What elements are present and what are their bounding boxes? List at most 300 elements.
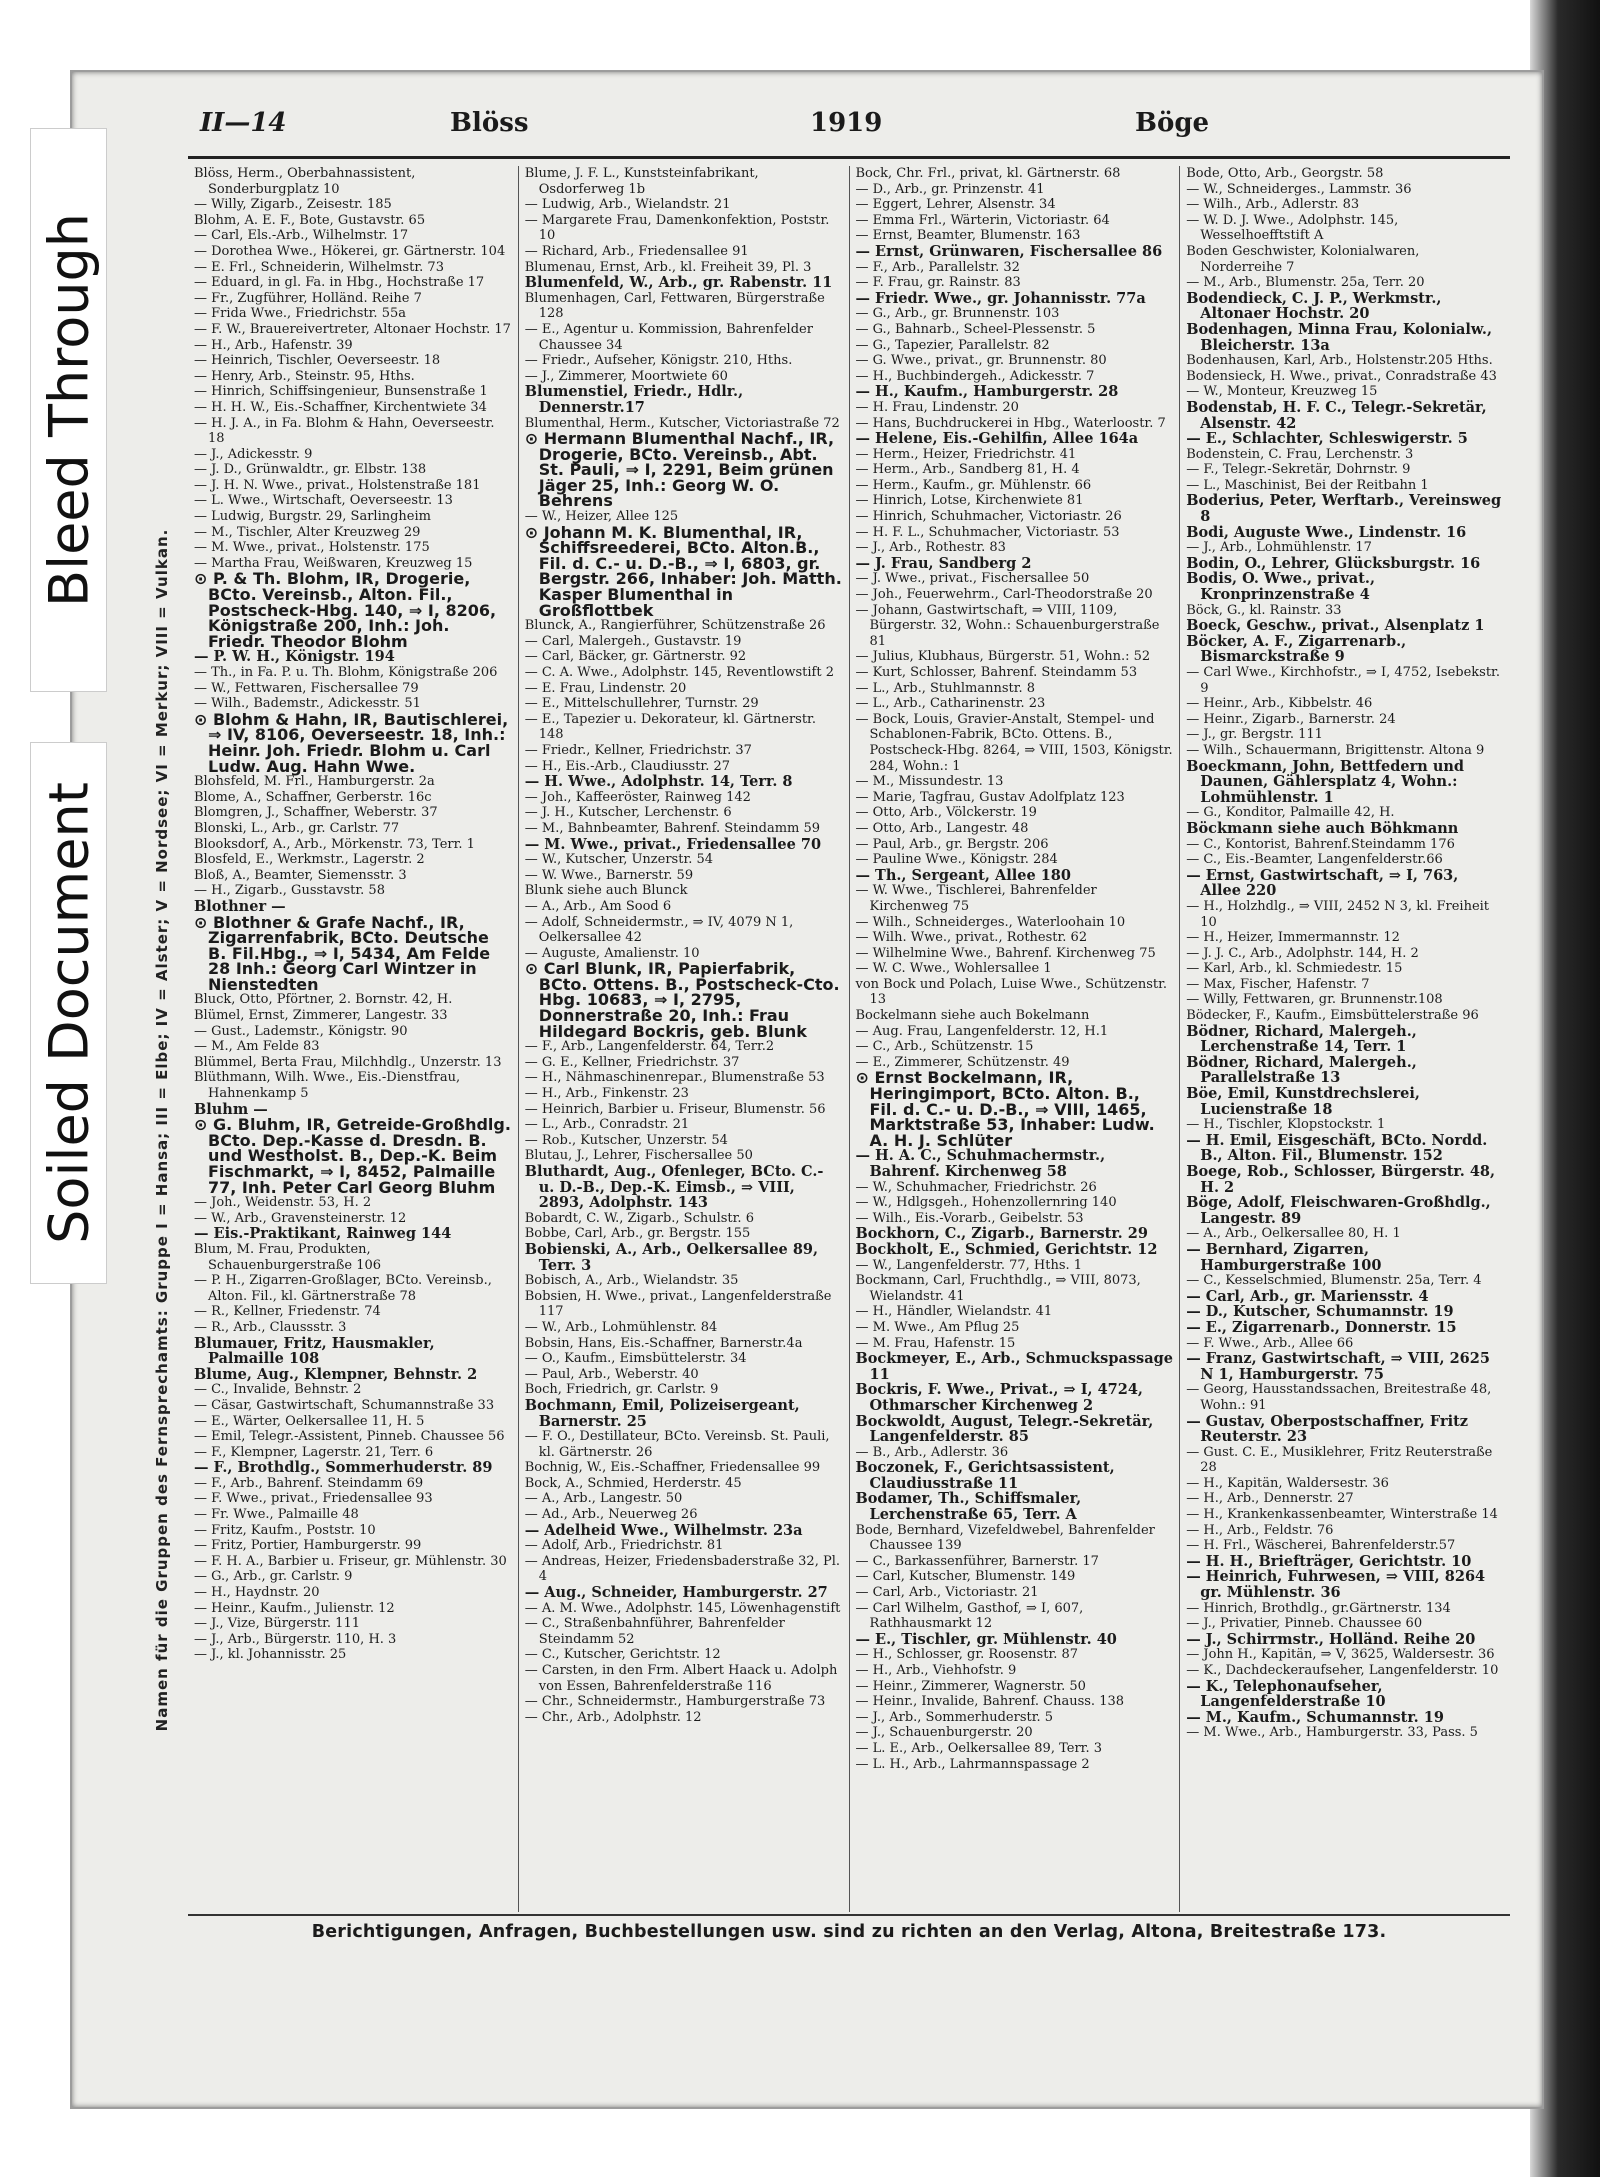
directory-entry: — W. Wwe., Tischlerei, Bahrenfelder Kirchenweg 75 xyxy=(855,883,1097,914)
directory-entry: Böcker, A. F., Zigarrenarb., Bismarckstraße 9 xyxy=(1186,632,1407,666)
directory-entry: — W., Kutscher, Unzerstr. 54 xyxy=(524,852,714,868)
directory-entry: — H., Arb., Feldstr. 76 xyxy=(1186,1522,1334,1538)
directory-entry: Bödner, Richard, Malergeh., Lerchenstraße 14, Terr. 1 xyxy=(1186,1022,1417,1056)
directory-entry: — J., kl. Johannisstr. 25 xyxy=(194,1647,347,1663)
directory-entry: Bodin, O., Lehrer, Glücksburgstr. 16 xyxy=(1186,554,1481,572)
directory-entry: — J. Frau, Sandberg 2 xyxy=(855,554,1032,572)
directory-entry: — E. Frl., Schneiderin, Wilhelmstr. 73 xyxy=(194,259,444,275)
directory-entry: — W., Monteur, Kreuzweg 15 xyxy=(1186,384,1378,400)
directory-entry: — E., Tapezier u. Dekorateur, kl. Gärtnerstr. 148 xyxy=(524,711,816,743)
directory-entry: — Ludwig, Burgstr. 29, Sarlingheim xyxy=(194,509,431,525)
directory-entry: — J. H. N. Wwe., privat., Holstenstraße 181 xyxy=(194,477,481,493)
directory-entry: — H. Wwe., Adolphstr. 14, Terr. 8 xyxy=(524,773,793,791)
directory-entry: — H. A. C., Schuhmachermstr., Bahrenf. Kirchenweg 58 xyxy=(855,1147,1106,1180)
directory-entry: — Hans, Buchdruckerei in Hbg., Waterloostr. 7 xyxy=(855,415,1166,431)
directory-entry: — W., Schuhmacher, Friedrichstr. 26 xyxy=(855,1179,1097,1195)
directory-entry: — J., gr. Bergstr. 111 xyxy=(1186,727,1323,743)
directory-entry: — G., Arb., gr. Brunnenstr. 103 xyxy=(855,306,1060,322)
directory-entry: — Carl Wilhelm, Gasthof, ⇒ I, 607, Rathhausmarkt 12 xyxy=(855,1600,1084,1632)
directory-entry: — F., Arb., Langenfelderstr. 64, Terr.2 xyxy=(524,1039,775,1055)
directory-entry: — Otto, Arb., Völckerstr. 19 xyxy=(855,805,1037,821)
directory-entry: — Fr., Zugführer, Holländ. Reihe 7 xyxy=(194,290,422,306)
directory-entry: — Friedr., Aufseher, Königstr. 210, Hths. xyxy=(524,353,793,369)
directory-entry: — Andreas, Heizer, Friedensbaderstraße 32, Pl. 4 xyxy=(524,1553,840,1585)
directory-entry: Blosfeld, E., Werkmstr., Lagerstr. 2 xyxy=(194,852,425,868)
directory-entry: — F. Wwe., privat., Friedensallee 93 xyxy=(194,1491,433,1507)
directory-entry: — J. J. C., Arb., Adolphstr. 144, H. 2 xyxy=(1186,945,1419,961)
directory-entry: Bodis, O. Wwe., privat., Kronprinzenstraße 4 xyxy=(1186,570,1375,604)
directory-entry: — Franz, Gastwirtschaft, ⇒ VIII, 2625 N 1, Hamburgerstr. 75 xyxy=(1186,1350,1490,1383)
directory-entry: — Heinr., Kaufm., Julienstr. 12 xyxy=(194,1600,395,1616)
directory-entry: — H. F. L., Schuhmacher, Victoriastr. 53 xyxy=(855,524,1120,540)
directory-entry: — F. H. A., Barbier u. Friseur, gr. Mühlenstr. 30 xyxy=(194,1553,507,1569)
directory-entry: — Helene, Eis.-Gehilfin, Allee 164a xyxy=(855,430,1139,448)
directory-entry: Bock, A., Schmied, Herderstr. 45 xyxy=(524,1475,742,1491)
directory-entry: Bluthardt, Aug., Ofenleger, BCto. C.- u. D.-B., Dep.-K. Eimsb., ⇒ VIII, 2893, Adolphstr. 143 xyxy=(524,1163,824,1212)
directory-entry: Bobsin, Hans, Eis.-Schaffner, Barnerstr.4a xyxy=(524,1335,803,1351)
directory-entry: Boeckmann, John, Bettfedern und Daunen, Gählersplatz 4, Wohn.: Lohmühlenstr. 1 xyxy=(1186,757,1465,806)
directory-entry: — C., Arb., Schützenstr. 15 xyxy=(855,1039,1034,1055)
directory-entry: — Herm., Kaufm., gr. Mühlenstr. 66 xyxy=(855,477,1092,493)
directory-entry: — Karl, Arb., kl. Schmiedestr. 15 xyxy=(1186,961,1403,977)
directory-entry: — K., Dachdeckeraufseher, Langenfelderstr. 10 xyxy=(1186,1663,1499,1678)
directory-entry: — Friedr. Wwe., gr. Johannisstr. 77a xyxy=(855,289,1146,307)
directory-entry: — Wilh., Arb., Adlerstr. 83 xyxy=(1186,197,1360,213)
directory-entry: — H., Heizer, Immermannstr. 12 xyxy=(1186,930,1400,946)
directory-entry: — H. Frl., Wäscherei, Bahrenfelderstr.57 xyxy=(1186,1538,1456,1554)
directory-entry: Blüthmann, Wilh. Wwe., Eis.-Dienstfrau, Hahnenkamp 5 xyxy=(194,1070,461,1102)
directory-entry: — H. Frau, Lindenstr. 20 xyxy=(855,399,1019,415)
directory-entry: — D., Kutscher, Schumannstr. 19 xyxy=(1186,1303,1454,1321)
directory-entry: — D., Arb., gr. Prinzenstr. 41 xyxy=(855,181,1045,197)
directory-entry: — Friedr., Kellner, Friedrichstr. 37 xyxy=(524,742,752,758)
directory-columns xyxy=(188,166,1510,1912)
directory-entry: — Herm., Heizer, Friedrichstr. 41 xyxy=(855,446,1077,462)
directory-entry: Bockwoldt, August, Telegr.-Sekretär, Langenfelderstr. 85 xyxy=(855,1412,1154,1446)
directory-entry: — J. H., Kutscher, Lerchenstr. 6 xyxy=(524,805,732,821)
directory-entry: — Chr., Schneidermstr., Hamburgerstraße 73 xyxy=(524,1694,826,1710)
directory-entry: — H., Holzhdlg., ⇒ VIII, 2452 N 3, kl. Freiheit 10 xyxy=(1186,898,1490,930)
directory-entry: — J. Wwe., privat., Fischersallee 50 xyxy=(855,571,1090,587)
directory-entry: Blooksdorf, A., Arb., Mörkenstr. 73, Terr. 1 xyxy=(194,836,475,852)
directory-entry: Bobsien, H. Wwe., privat., Langenfelderstraße 117 xyxy=(524,1288,832,1320)
directory-entry: — G., Bahnarb., Scheel-Plessenstr. 5 xyxy=(855,321,1096,337)
directory-entry: Bödner, Richard, Malergeh., Parallelstraße 13 xyxy=(1186,1053,1417,1087)
directory-entry: Boderius, Peter, Werftarb., Vereinsweg 8 xyxy=(1186,492,1502,526)
directory-entry: Blunk siehe auch Blunck xyxy=(524,883,688,899)
directory-entry: — F., Arb., Bahrenf. Steindamm 69 xyxy=(194,1475,424,1491)
directory-entry: — H., Arb., Hafenstr. 39 xyxy=(194,337,353,353)
directory-entry: Blümel, Ernst, Zimmerer, Langestr. 33 xyxy=(194,1008,448,1024)
column-1 xyxy=(188,166,518,1912)
directory-entry: — Hinrich, Lotse, Kirchenwiete 81 xyxy=(855,493,1084,509)
directory-entry: — A., Arb., Langestr. 50 xyxy=(524,1491,683,1507)
directory-entry: — Carl, Malergeh., Gustavstr. 19 xyxy=(524,633,742,649)
directory-entry: — M. Wwe., Arb., Hamburgerstr. 33, Pass. 5 xyxy=(1186,1725,1478,1741)
directory-entry: — Richard, Arb., Friedensallee 91 xyxy=(524,243,749,259)
directory-entry: — E., Tischler, gr. Mühlenstr. 40 xyxy=(855,1630,1117,1648)
directory-entry: — H., Buchbindergeh., Adickesstr. 7 xyxy=(855,368,1095,384)
directory-entry: — M. Wwe., privat., Holstenstr. 175 xyxy=(194,540,430,556)
directory-entry: — J., Arb., Sommerhuderstr. 5 xyxy=(855,1709,1054,1725)
bleed-through-tag xyxy=(30,128,107,692)
directory-entry: Blohm, A. E. F., Bote, Gustavstr. 65 xyxy=(194,212,426,228)
directory-entry: — H., Krankenkassenbeamter, Winterstraße 14 xyxy=(1186,1507,1498,1523)
header-year: 1919 xyxy=(810,108,883,138)
directory-entry: — W., Langenfelderstr. 77, Hths. 1 xyxy=(855,1257,1083,1273)
directory-entry: Böge, Adolf, Fleischwaren-Großhdlg., Langestr. 89 xyxy=(1186,1194,1491,1227)
directory-entry: — H., Nähmaschinenrepar., Blumenstraße 53 xyxy=(524,1070,825,1086)
directory-entry: — Gustav, Oberpostschaffner, Fritz Reuterstr. 23 xyxy=(1186,1412,1469,1446)
directory-entry: — Cäsar, Gastwirtschaft, Schumannstraße 33 xyxy=(194,1397,495,1413)
directory-entry: — Emil, Telegr.-Assistent, Pinneb. Chaussee 56 xyxy=(194,1429,505,1445)
directory-entry: Bode, Otto, Arb., Georgstr. 58 xyxy=(1186,166,1384,181)
directory-entry: — H., Kapitän, Waldersestr. 36 xyxy=(1186,1475,1389,1491)
directory-entry: — Joh., Kaffeeröster, Rainweg 142 xyxy=(524,789,751,805)
directory-entry: — W. Wwe., Barnerstr. 59 xyxy=(524,867,694,883)
directory-entry: — H., Arb., Viehhofstr. 9 xyxy=(855,1663,1017,1678)
directory-entry: Bluck, Otto, Pförtner, 2. Bornstr. 42, H. xyxy=(194,992,453,1008)
directory-entry: von Bock und Polach, Luise Wwe., Schützenstr. 13 xyxy=(855,976,1168,1008)
directory-entry: — W., Arb., Gravensteinerstr. 12 xyxy=(194,1210,407,1226)
directory-entry: — Carl, Bäcker, gr. Gärtnerstr. 92 xyxy=(524,649,747,665)
directory-entry: Bodensieck, H. Wwe., privat., Conradstraße 43 xyxy=(1186,368,1497,384)
directory-entry: — Heinrich, Fuhrwesen, ⇒ VIII, 8264 gr. Mühlenstr. 36 xyxy=(1186,1568,1486,1602)
directory-entry: Bodendieck, C. J. P., Werkmstr., Altonaer Hochstr. 20 xyxy=(1186,289,1442,323)
directory-entry: — H., Arb., Dennerstr. 27 xyxy=(1186,1491,1354,1507)
directory-entry: — Aug. Frau, Langenfelderstr. 12, H.1 xyxy=(855,1023,1109,1039)
directory-entry: — M., Am Felde 83 xyxy=(194,1039,320,1055)
directory-entry: — C., Invalide, Behnstr. 2 xyxy=(194,1382,362,1398)
directory-entry: Bluhm — xyxy=(194,1100,268,1118)
directory-entry: — Otto, Arb., Langestr. 48 xyxy=(855,820,1029,836)
directory-entry: Bodenstab, H. F. C., Telegr.-Sekretär, Alsenstr. 42 xyxy=(1186,398,1487,432)
publisher-note: Berichtigungen, Anfragen, Buchbestellungen usw. sind zu richten an den Verlag, Altona, Breitestraße 173. xyxy=(311,1922,1387,1942)
column-3 xyxy=(849,166,1180,1912)
directory-entry: — F. W., Brauereivertreter, Altonaer Hochstr. 17 xyxy=(194,321,511,337)
directory-entry: Bobbe, Carl, Arb., gr. Bergstr. 155 xyxy=(524,1226,751,1242)
directory-entry: ⊙ Carl Blunk, IR, Papierfabrik, BCto. Ottens. B., Postscheck-Cto. Hbg. 10683, ⇒ I, 2795, Donnerstraße 20, Inh.: Frau Hildegard Bockris, geb. Blunk xyxy=(524,959,840,1041)
directory-entry: Blumenau, Ernst, Arb., kl. Freiheit 39, Pl. 3 xyxy=(524,259,812,275)
directory-entry: — C., Straßenbahnführer, Bahrenfelder Steindamm 52 xyxy=(524,1616,785,1647)
directory-entry: — E., Agentur u. Kommission, Bahrenfelder Chaussee 34 xyxy=(524,321,813,353)
header-last-name: Böge xyxy=(1135,108,1210,138)
directory-entry: — Hinrich, Schuhmacher, Victoriastr. 26 xyxy=(855,509,1122,525)
directory-entry: — F., Klempner, Lagerstr. 21, Terr. 6 xyxy=(194,1444,434,1460)
directory-entry: — F. Frau, gr. Rainstr. 83 xyxy=(855,275,1021,291)
directory-entry: Bockholt, E., Schmied, Gerichtstr. 12 xyxy=(855,1240,1158,1258)
directory-entry: Bochnig, W., Eis.-Schaffner, Friedensallee 99 xyxy=(524,1460,821,1476)
directory-entry: — M., Missundestr. 13 xyxy=(855,774,1004,790)
directory-entry: — H., Händler, Wielandstr. 41 xyxy=(855,1304,1053,1320)
directory-entry: — A. M. Wwe., Adolphstr. 145, Löwenhagenstift xyxy=(524,1600,841,1616)
directory-entry: — John H., Kapitän, ⇒ V, 3625, Waldersestr. 36 xyxy=(1186,1647,1495,1663)
directory-entry: — Frida Wwe., Friedrichstr. 55a xyxy=(194,306,406,322)
column-4 xyxy=(1179,166,1510,1912)
directory-entry: — H. J. A., in Fa. Blohm & Hahn, Oeverseestr. 18 xyxy=(194,415,495,447)
directory-entry: — P. W. H., Königstr. 194 xyxy=(194,648,395,666)
directory-entry: Blunck, A., Rangierführer, Schützenstraße 26 xyxy=(524,618,826,634)
directory-entry: — Georg, Hausstandssachen, Breitestraße 48, Wohn.: 91 xyxy=(1186,1382,1492,1413)
directory-entry: — Ludwig, Arb., Wielandstr. 21 xyxy=(524,197,731,213)
directory-entry: — C., Kontorist, Bahrenf.Steindamm 176 xyxy=(1186,836,1455,852)
directory-entry: — Carl, Arb., gr. Mariensstr. 4 xyxy=(1186,1287,1429,1305)
directory-entry: — Auguste, Amalienstr. 10 xyxy=(524,945,700,961)
directory-entry: Bode, Bernhard, Vizefeldwebel, Bahrenfelder Chaussee 139 xyxy=(855,1522,1155,1554)
directory-entry: — E. Frau, Lindenstr. 20 xyxy=(524,680,687,696)
directory-entry: Bodamer, Th., Schiffsmaler, Lerchenstraße 65, Terr. A xyxy=(855,1490,1082,1524)
directory-entry: — G., Arb., gr. Carlstr. 9 xyxy=(194,1569,353,1585)
directory-entry: — F. O., Destillateur, BCto. Vereinsb. St. Pauli, kl. Gärtnerstr. 26 xyxy=(524,1429,830,1460)
directory-entry: Blum, M. Frau, Produkten, Schauenburgerstraße 106 xyxy=(194,1241,382,1273)
directory-entry: — M. Frau, Hafenstr. 15 xyxy=(855,1335,1016,1351)
directory-entry: Boch, Friedrich, gr. Carlstr. 9 xyxy=(524,1382,719,1398)
directory-entry: — Wilh., Schneiderges., Waterloohain 10 xyxy=(855,914,1126,930)
directory-entry: — Wilh., Schauermann, Brigittenstr. Altona 9 xyxy=(1186,742,1485,758)
directory-entry: — Carl, Kutscher, Blumenstr. 149 xyxy=(855,1569,1076,1585)
directory-entry: — G., Konditor, Palmaille 42, H. xyxy=(1186,805,1395,821)
directory-entry: — H., Kaufm., Hamburgerstr. 28 xyxy=(855,383,1119,401)
directory-entry: — Rob., Kutscher, Unzerstr. 54 xyxy=(524,1132,728,1148)
directory-entry: — W., Hdlgsgeh., Hohenzollernring 140 xyxy=(855,1195,1117,1211)
directory-entry: — G., Tapezier, Parallelstr. 82 xyxy=(855,337,1050,353)
directory-entry: — Heinrich, Barbier u. Friseur, Blumenstr. 56 xyxy=(524,1101,826,1117)
directory-entry: — L., Arb., Conradstr. 21 xyxy=(524,1117,690,1133)
directory-entry: — Adolf, Schneidermstr., ⇒ IV, 4079 N 1, Oelkersallee 42 xyxy=(524,914,794,946)
directory-entry: Bockhorn, C., Zigarb., Barnerstr. 29 xyxy=(855,1225,1148,1243)
directory-entry: — C., Eis.-Beamter, Langenfelderstr.66 xyxy=(1186,852,1443,868)
directory-entry: Blonski, L., Arb., gr. Carlstr. 77 xyxy=(194,820,400,836)
directory-entry: — H., Arb., Finkenstr. 23 xyxy=(524,1086,689,1102)
directory-entry: — F., Telegr.-Sekretär, Dohrnstr. 9 xyxy=(1186,462,1411,478)
directory-entry: — Ernst, Beamter, Blumenstr. 163 xyxy=(855,228,1081,244)
directory-entry: Bödecker, F., Kaufm., Eimsbüttelerstraße 96 xyxy=(1186,1008,1479,1024)
soiled-document-tag xyxy=(30,742,107,1284)
directory-entry: — Heinrich, Tischler, Oeverseestr. 18 xyxy=(194,353,441,369)
directory-entry: — Aug., Schneider, Hamburgerstr. 27 xyxy=(524,1584,828,1602)
directory-entry: — M., Arb., Blumenstr. 25a, Terr. 20 xyxy=(1186,275,1425,291)
directory-entry: — Fritz, Kaufm., Poststr. 10 xyxy=(194,1522,376,1538)
bleed-through-label: Bleed Through xyxy=(37,213,100,607)
directory-entry: Blumenhagen, Carl, Fettwaren, Bürgerstraße 128 xyxy=(524,290,825,322)
directory-entry: — Ernst, Gastwirtschaft, ⇒ I, 763, Allee 220 xyxy=(1186,866,1459,900)
directory-entry: — L. Wwe., Wirtschaft, Oeverseestr. 13 xyxy=(194,493,453,509)
directory-entry: Böckmann siehe auch Böhkmann xyxy=(1186,819,1459,837)
directory-entry: Boege, Rob., Schlosser, Bürgerstr. 48, H. 2 xyxy=(1186,1163,1496,1196)
directory-entry: Bobisch, A., Arb., Wielandstr. 35 xyxy=(524,1273,739,1289)
directory-entry: — G. Wwe., privat., gr. Brunnenstr. 80 xyxy=(855,353,1107,369)
directory-entry: ⊙ Johann M. K. Blumenthal, IR, Schiffsreederei, BCto. Alton.B., Fil. d. C.- u. D.-B., ⇒ I, 6803, gr. Bergstr. 266, Inhaber: Joh. Matth. Kasper Blumenthal in Großflottbek xyxy=(524,522,842,620)
directory-entry: — J., Vize, Bürgerstr. 111 xyxy=(194,1616,360,1632)
directory-entry: — Joh., Weidenstr. 53, H. 2 xyxy=(194,1195,372,1211)
directory-entry: — L. E., Arb., Oelkersallee 89, Terr. 3 xyxy=(855,1740,1102,1756)
directory-entry: — E., Mittelschullehrer, Turnstr. 29 xyxy=(524,696,759,712)
directory-entry: — L. H., Arb., Lahrmannspassage 2 xyxy=(855,1756,1090,1772)
column-2 xyxy=(518,166,849,1912)
directory-entry: — M., Kaufm., Schumannstr. 19 xyxy=(1186,1708,1444,1726)
directory-entry: Blumenfeld, W., Arb., gr. Rabenstr. 11 xyxy=(524,274,833,292)
directory-entry: — Chr., Arb., Adolphstr. 12 xyxy=(524,1709,702,1725)
directory-entry: — Wilh., Eis.-Vorarb., Geibelstr. 53 xyxy=(855,1210,1084,1226)
directory-entry: — Willy, Fettwaren, gr. Brunnenstr.108 xyxy=(1186,992,1443,1008)
directory-entry: — Ad., Arb., Neuerweg 26 xyxy=(524,1507,698,1523)
directory-entry: Boeck, Geschw., privat., Alsenplatz 1 xyxy=(1186,617,1485,635)
directory-entry: Böe, Emil, Kunstdrechslerei, Lucienstraße 18 xyxy=(1186,1085,1420,1118)
directory-entry: Blumenstiel, Friedr., Hdlr., Dennerstr.17 xyxy=(524,383,744,416)
directory-entry: — W., Heizer, Allee 125 xyxy=(524,509,679,525)
directory-entry: — L., Maschinist, Bei der Reitbahn 1 xyxy=(1186,477,1429,493)
directory-entry: — J., Arb., Rothestr. 83 xyxy=(855,540,1006,556)
page-header xyxy=(200,100,1510,156)
directory-entry: — Carl Wwe., Kirchhofstr., ⇒ I, 4752, Isebekstr. 9 xyxy=(1186,665,1500,696)
directory-entry: — J., Schauenburgerstr. 20 xyxy=(855,1725,1033,1741)
directory-entry: — R., Arb., Claussstr. 3 xyxy=(194,1319,347,1335)
directory-entry: — J., Zimmerer, Moortwiete 60 xyxy=(524,368,728,384)
directory-entry: — Carl, Els.-Arb., Wilhelmstr. 17 xyxy=(194,228,409,244)
directory-entry: — O., Kaufm., Eimsbüttelerstr. 34 xyxy=(524,1351,747,1367)
directory-entry: Bochmann, Emil, Polizeisergeant, Barnerstr. 25 xyxy=(524,1396,800,1430)
directory-entry: Blumenthal, Herm., Kutscher, Victoriastraße 72 xyxy=(524,415,840,431)
directory-entry: — Kurt, Schlosser, Bahrenf. Steindamm 53 xyxy=(855,665,1138,680)
directory-entry: — J., Arb., Lohmühlenstr. 17 xyxy=(1186,540,1372,556)
directory-entry: — Heinr., Zigarb., Barnerstr. 24 xyxy=(1186,711,1396,727)
directory-entry: — Bernhard, Zigarren, Hamburgerstraße 100 xyxy=(1186,1240,1382,1274)
directory-entry: Bloß, A., Beamter, Siemensstr. 3 xyxy=(194,867,407,883)
directory-entry: — F. Wwe., Arb., Allee 66 xyxy=(1186,1335,1354,1351)
directory-entry: — Carsten, in den Frm. Albert Haack u. Adolph von Essen, Bahrenfelderstraße 116 xyxy=(524,1663,838,1694)
directory-entry: Bodenhausen, Karl, Arb., Holstenstr.205 Hths. xyxy=(1186,353,1493,369)
directory-entry: — Carl, Arb., Victoriastr. 21 xyxy=(855,1585,1039,1601)
directory-entry: — Eis.-Praktikant, Rainweg 144 xyxy=(194,1225,452,1243)
directory-entry: — Joh., Feuerwehrm., Carl-Theodorstraße 20 xyxy=(855,587,1153,603)
directory-entry: — Hinrich, Schiffsingenieur, Bunsenstraße 1 xyxy=(194,384,488,400)
directory-entry: — H., Zigarb., Gusstavstr. 58 xyxy=(194,883,385,899)
directory-entry: Blothner — xyxy=(194,897,286,915)
directory-entry: — A., Arb., Am Sood 6 xyxy=(524,898,672,914)
directory-entry: — A., Arb., Oelkersallee 80, H. 1 xyxy=(1186,1226,1401,1242)
directory-entry: — Ernst, Grünwaren, Fischersallee 86 xyxy=(855,242,1163,260)
directory-entry: Blumauer, Fritz, Hausmakler, Palmaille 108 xyxy=(194,1334,435,1368)
directory-entry: ⊙ G. Bluhm, IR, Getreide-Großhdlg. BCto. Dep.-Kasse d. Dresdn. B. und Westholst. B., Dep.-K. Beim Fischmarkt, ⇒ I, 8452, Palmaille 77, Inh. Peter Carl Georg Bluhm xyxy=(194,1115,511,1197)
directory-entry: — M., Bahnbeamter, Bahrenf. Steindamm 59 xyxy=(524,820,821,836)
directory-entry: — Johann, Gastwirtschaft, ⇒ VIII, 1109, Bürgerstr. 32, Wohn.: Schauenburgerstraße 81 xyxy=(855,602,1160,649)
header-first-name: Blöss xyxy=(450,108,529,138)
directory-entry: Bodenstein, C. Frau, Lerchenstr. 3 xyxy=(1186,446,1414,462)
directory-entry: — W., Schneiderges., Lammstr. 36 xyxy=(1186,181,1412,197)
directory-entry: — Wilhelmine Wwe., Bahrenf. Kirchenweg 75 xyxy=(855,945,1156,961)
directory-entry: Bockris, F. Wwe., Privat., ⇒ I, 4724, Othmarscher Kirchenweg 2 xyxy=(855,1381,1143,1414)
directory-entry: — Heinr., Invalide, Bahrenf. Chauss. 138 xyxy=(855,1694,1125,1710)
directory-entry: — J., Arb., Bürgerstr. 110, H. 3 xyxy=(194,1631,397,1647)
directory-entry: — C., Barkassenführer, Barnerstr. 17 xyxy=(855,1553,1099,1569)
directory-entry: — Eduard, in gl. Fa. in Hbg., Hochstraße 17 xyxy=(194,275,485,291)
directory-entry: Bodi, Auguste Wwe., Lindenstr. 16 xyxy=(1186,523,1467,541)
directory-entry: — Gust., Lademstr., Königstr. 90 xyxy=(194,1023,408,1039)
directory-entry: — H. H., Briefträger, Gerichtstr. 10 xyxy=(1186,1552,1472,1570)
directory-entry: Böck, G., kl. Rainstr. 33 xyxy=(1186,602,1342,618)
directory-entry: — Julius, Klubhaus, Bürgerstr. 51, Wohn.: 52 xyxy=(855,649,1151,665)
directory-entry: Bobardt, C. W., Zigarb., Schulstr. 6 xyxy=(524,1210,754,1226)
directory-entry: — Adelheid Wwe., Wilhelmstr. 23a xyxy=(524,1521,803,1539)
directory-entry: — Wilh. Wwe., privat., Rothestr. 62 xyxy=(855,930,1088,946)
directory-entry: — Paul, Arb., gr. Bergstr. 206 xyxy=(855,836,1049,852)
directory-entry: — Henry, Arb., Steinstr. 95, Hths. xyxy=(194,368,415,384)
directory-entry: — F., Brothdlg., Sommerhuderstr. 89 xyxy=(194,1459,493,1477)
directory-entry: ⊙ P. & Th. Blohm, IR, Drogerie, BCto. Vereinsb., Alton. Fil., Postscheck-Hbg. 140, ⇒ I, 8206, Königstraße 200, Inh.: Joh. Friedr. Theodor Blohm xyxy=(194,569,497,651)
directory-entry: Blohsfeld, M. Frl., Hamburgerstr. 2a xyxy=(194,774,435,790)
directory-entry: Bockmann, Carl, Fruchthdlg., ⇒ VIII, 8073, Wielandstr. 41 xyxy=(855,1273,1141,1304)
directory-entry: — Th., Sergeant, Allee 180 xyxy=(855,866,1071,884)
directory-entry: Blome, A., Schaffner, Gerberstr. 16c xyxy=(194,789,432,805)
directory-entry: — H., Schlosser, gr. Roosenstr. 87 xyxy=(855,1647,1079,1663)
directory-entry: — J. D., Grünwaldtr., gr. Elbstr. 138 xyxy=(194,462,427,478)
footer-rule xyxy=(188,1914,1510,1916)
directory-entry: — F., Arb., Parallelstr. 32 xyxy=(855,259,1020,275)
directory-entry: Blume, Aug., Klempner, Behnstr. 2 xyxy=(194,1365,478,1383)
directory-entry: — J., Privatier, Pinneb. Chaussee 60 xyxy=(1186,1616,1423,1632)
header-rule xyxy=(188,156,1510,159)
directory-entry: Blöss, Herm., Oberbahnassistent, Sonderburgplatz 10 xyxy=(194,166,416,197)
directory-entry: — C., Kesselschmied, Blumenstr. 25a, Terr. 4 xyxy=(1186,1273,1482,1289)
directory-entry: — Eggert, Lehrer, Alsenstr. 34 xyxy=(855,197,1056,213)
directory-entry: — Max, Fischer, Hafenstr. 7 xyxy=(1186,976,1370,992)
directory-entry: — E., Zimmerer, Schützenstr. 49 xyxy=(855,1054,1070,1070)
directory-entry: Blutau, J., Lehrer, Fischersallee 50 xyxy=(524,1148,753,1164)
directory-entry: — Dorothea Wwe., Hökerei, gr. Gärtnerstr. 104 xyxy=(194,243,506,259)
directory-entry: Blomgren, J., Schaffner, Weberstr. 37 xyxy=(194,805,438,821)
directory-entry: ⊙ Blohm & Hahn, IR, Bautischlerei, ⇒ IV, 8106, Oeverseestr. 18, Inh.: Heinr. Joh. Friedr. Blohm u. Carl Ludw. Aug. Hahn Wwe. xyxy=(194,709,509,776)
page-number: II—14 xyxy=(200,108,287,138)
directory-entry: — B., Arb., Adlerstr. 36 xyxy=(855,1444,1009,1460)
directory-entry: — M., Tischler, Alter Kreuzweg 29 xyxy=(194,524,421,540)
directory-entry: — L., Arb., Stuhlmannstr. 8 xyxy=(855,680,1036,696)
directory-entry: — Margarete Frau, Damenkonfektion, Poststr. 10 xyxy=(524,212,830,244)
directory-entry: — H. H. W., Eis.-Schaffner, Kirchentwiete 34 xyxy=(194,399,487,415)
directory-entry: Bockmeyer, E., Arb., Schmuckspassage 11 xyxy=(855,1350,1173,1383)
directory-entry: Bobienski, A., Arb., Oelkersallee 89, Terr. 3 xyxy=(524,1240,819,1274)
directory-entry: — W., Fettwaren, Fischersallee 79 xyxy=(194,680,419,696)
directory-entry: Bodenhagen, Minna Frau, Kolonialw., Bleicherstr. 13a xyxy=(1186,320,1493,354)
directory-entry: — Marie, Tagfrau, Gustav Adolfplatz 123 xyxy=(855,789,1125,805)
directory-entry: — Pauline Wwe., Königstr. 284 xyxy=(855,852,1058,868)
directory-entry: Blümmel, Berta Frau, Milchhdlg., Unzerstr. 13 xyxy=(194,1054,502,1070)
directory-entry: — W., Arb., Lohmühlenstr. 84 xyxy=(524,1319,718,1335)
directory-entry: Boden Geschwister, Kolonialwaren, Norderreihe 7 xyxy=(1186,243,1420,275)
directory-entry: — Th., in Fa. P. u. Th. Blohm, Königstraße 206 xyxy=(194,665,498,680)
directory-entry: — Hinrich, Brothdlg., gr.Gärtnerstr. 134 xyxy=(1186,1600,1451,1616)
exchange-groups-note: Namen für die Gruppen des Fernsprechamts: Gruppe I = Hansa; III = Elbe; IV = Alster; V = Nordsee; VI = Merkur; VIII = Vulkan. xyxy=(153,528,171,1732)
directory-entry: — Fr. Wwe., Palmaille 48 xyxy=(194,1507,359,1523)
directory-entry: — E., Schlachter, Schleswigerstr. 5 xyxy=(1186,430,1468,448)
directory-entry: — Heinr., Arb., Kibbelstr. 46 xyxy=(1186,696,1373,712)
directory-entry: — H., Haydnstr. 20 xyxy=(194,1585,320,1601)
directory-entry: Bockelmann siehe auch Bokelmann xyxy=(855,1008,1090,1024)
soiled-document-label: Soiled Document xyxy=(37,782,100,1244)
directory-entry: — M. Wwe., Am Pflug 25 xyxy=(855,1319,1020,1335)
directory-entry: — E., Zigarrenarb., Donnerstr. 15 xyxy=(1186,1318,1457,1336)
directory-entry: — Bock, Louis, Gravier-Anstalt, Stempel- und Schablonen-Fabrik, BCto. Ottens. B., Postscheck-Hbg. 8264, ⇒ VIII, 1503, Königstr. 284, Wohn.: 1 xyxy=(855,711,1173,774)
directory-entry: — E., Wärter, Oelkersallee 11, H. 5 xyxy=(194,1413,425,1429)
directory-entry: — P. H., Zigarren-Großlager, BCto. Vereinsb., Alton. Fil., kl. Gärtnerstraße 78 xyxy=(194,1273,492,1304)
directory-entry: ⊙ Hermann Blumenthal Nachf., IR, Drogerie, BCto. Vereinsb., Abt. St. Pauli, ⇒ I, 2291, Beim grünen Jäger 25, Inh.: Georg W. O. Behrens xyxy=(524,429,835,511)
directory-entry: — J., Schirrmstr., Holländ. Reihe 20 xyxy=(1186,1630,1476,1648)
directory-entry: — Wilh., Bademstr., Adickesstr. 51 xyxy=(194,696,421,712)
directory-entry: — J., Adickesstr. 9 xyxy=(194,446,313,462)
directory-entry: — L., Arb., Catharinenstr. 23 xyxy=(855,696,1046,712)
directory-entry: — H. Emil, Eisgeschäft, BCto. Nordd. B., Alton. Fil., Blumenstr. 152 xyxy=(1186,1131,1488,1165)
directory-entry: — Emma Frl., Wärterin, Victoriastr. 64 xyxy=(855,212,1110,228)
directory-entry: ⊙ Blothner & Grafe Nachf., IR, Zigarrenfabrik, BCto. Deutsche B. Fil.Hbg., ⇒ I, 5434, Am Felde 28 Inh.: Georg Carl Wintzer in Nienstedten xyxy=(194,912,491,994)
